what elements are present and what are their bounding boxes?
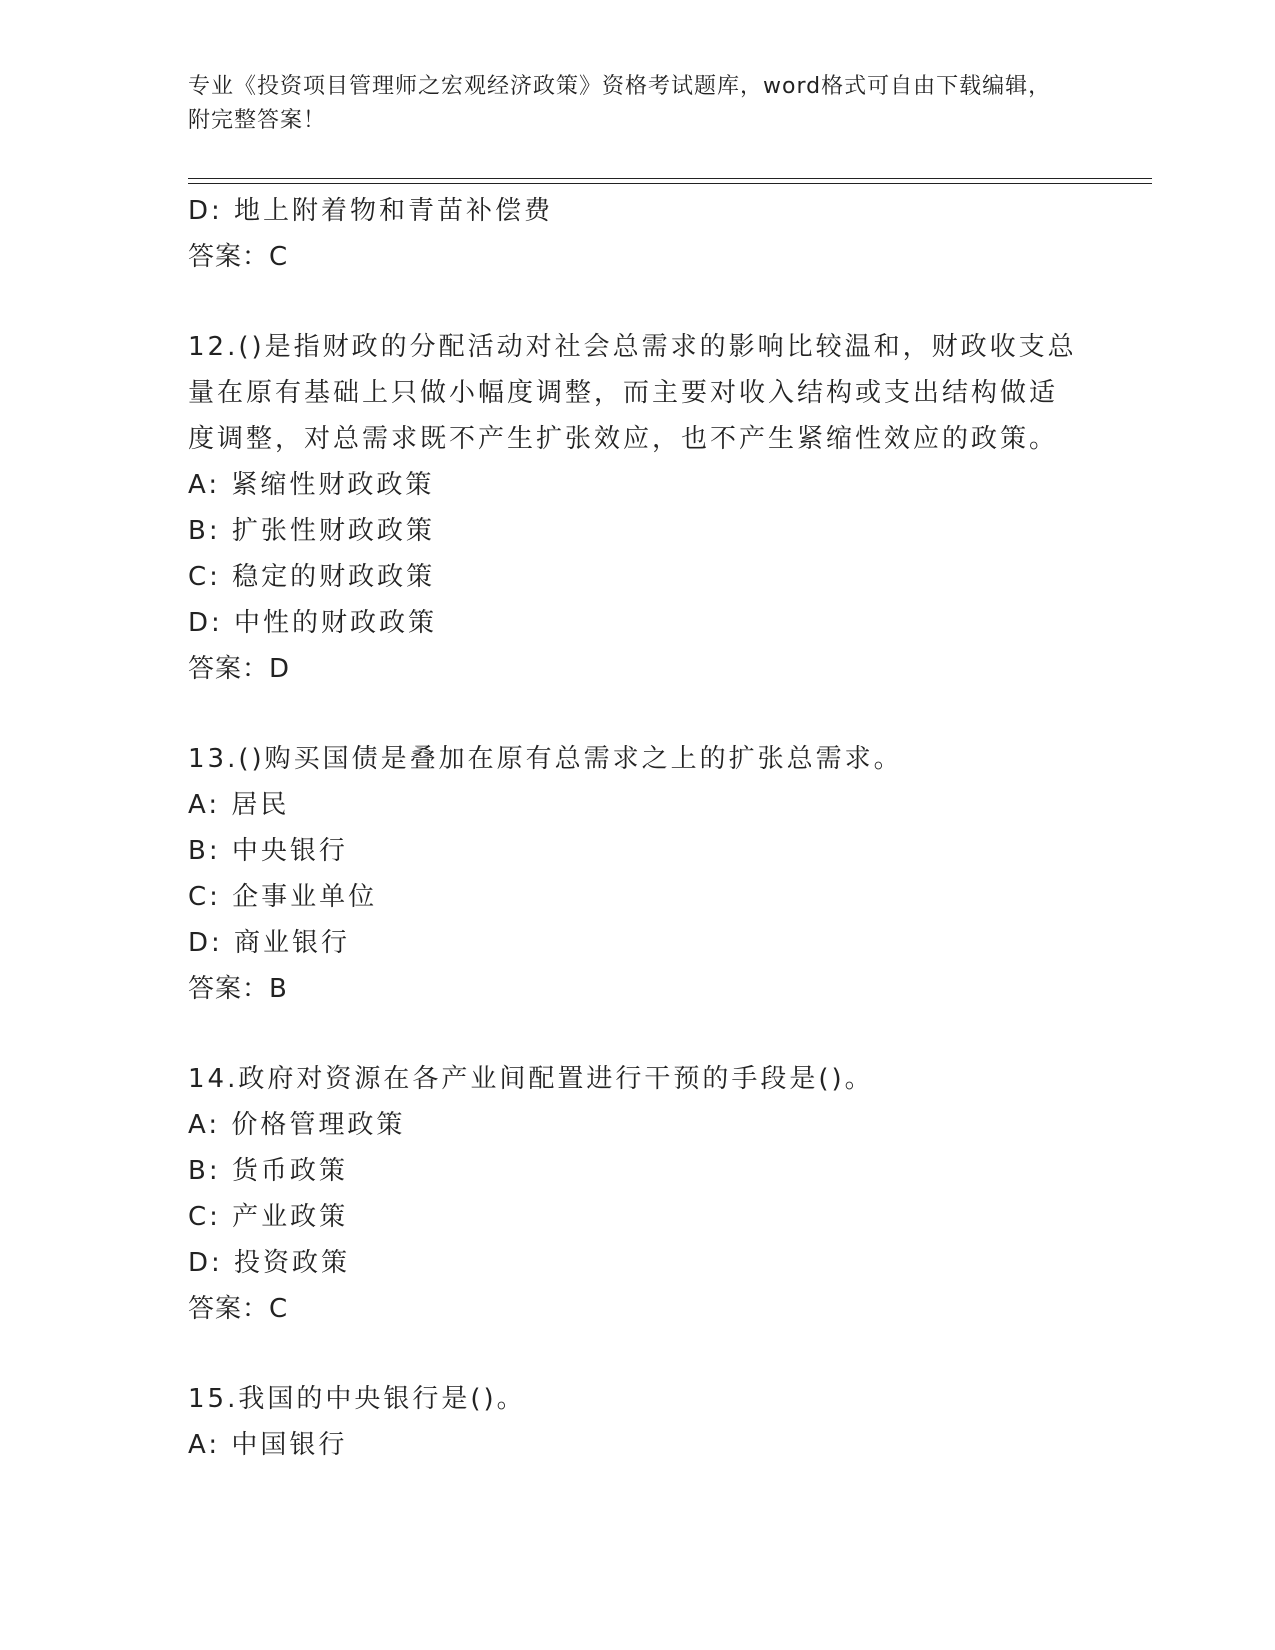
question-15: [188, 1376, 1088, 1468]
question-text-line: 14.政府对资源在各产业间配置进行干预的手段是()。: [188, 1064, 874, 1094]
option-d: D: 中性的财政政策: [188, 608, 438, 638]
answer: 答案：D: [188, 654, 291, 684]
option-c: C: 稳定的财政政策: [188, 562, 436, 592]
spacer: [188, 1012, 1088, 1056]
question-14: [188, 1056, 1088, 1332]
answer: 答案：B: [188, 974, 288, 1004]
question-text-line: 量在原有基础上只做小幅度调整，而主要对收入结构或支出结构做适: [188, 378, 1059, 408]
question-text-line: 15.我国的中央银行是()。: [188, 1384, 526, 1414]
option-b: B: 中央银行: [188, 836, 348, 866]
option-d: D: 商业银行: [188, 928, 351, 958]
spacer: [188, 280, 1088, 324]
option-c: C: 产业政策: [188, 1202, 349, 1232]
option-a: A: 紧缩性财政政策: [188, 470, 435, 500]
question-text-line: 13.()购买国债是叠加在原有总需求之上的扩张总需求。: [188, 744, 903, 774]
option-d: D: 地上附着物和青苗补偿费: [188, 196, 554, 226]
option-a: A: 价格管理政策: [188, 1110, 406, 1140]
question-text-line: 度调整，对总需求既不产生扩张效应，也不产生紧缩性效应的政策。: [188, 424, 1059, 454]
header-rule-top: [188, 178, 1152, 179]
question-list: [188, 188, 1088, 1468]
answer: 答案：C: [188, 242, 289, 272]
option-b: B: 货币政策: [188, 1156, 348, 1186]
option-a: A: 中国银行: [188, 1430, 348, 1460]
question-text-line: 12.()是指财政的分配活动对社会总需求的影响比较温和，财政收支总: [188, 332, 1077, 362]
question-12: [188, 324, 1088, 692]
answer: 答案：C: [188, 1294, 289, 1324]
question-13: [188, 736, 1088, 1012]
header-text: 专业《投资项目管理师之宏观经济政策》资格考试题库，word格式可自由下载编辑，附完整答案！: [188, 74, 1052, 133]
option-d: D: 投资政策: [188, 1248, 351, 1278]
document-header: [188, 70, 1068, 138]
option-b: B: 扩张性财政政策: [188, 516, 435, 546]
option-c: C: 企事业单位: [188, 882, 378, 912]
spacer: [188, 1332, 1088, 1376]
spacer: [188, 692, 1088, 736]
header-rule-bottom: [188, 183, 1152, 184]
option-a: A: 居民: [188, 790, 290, 820]
